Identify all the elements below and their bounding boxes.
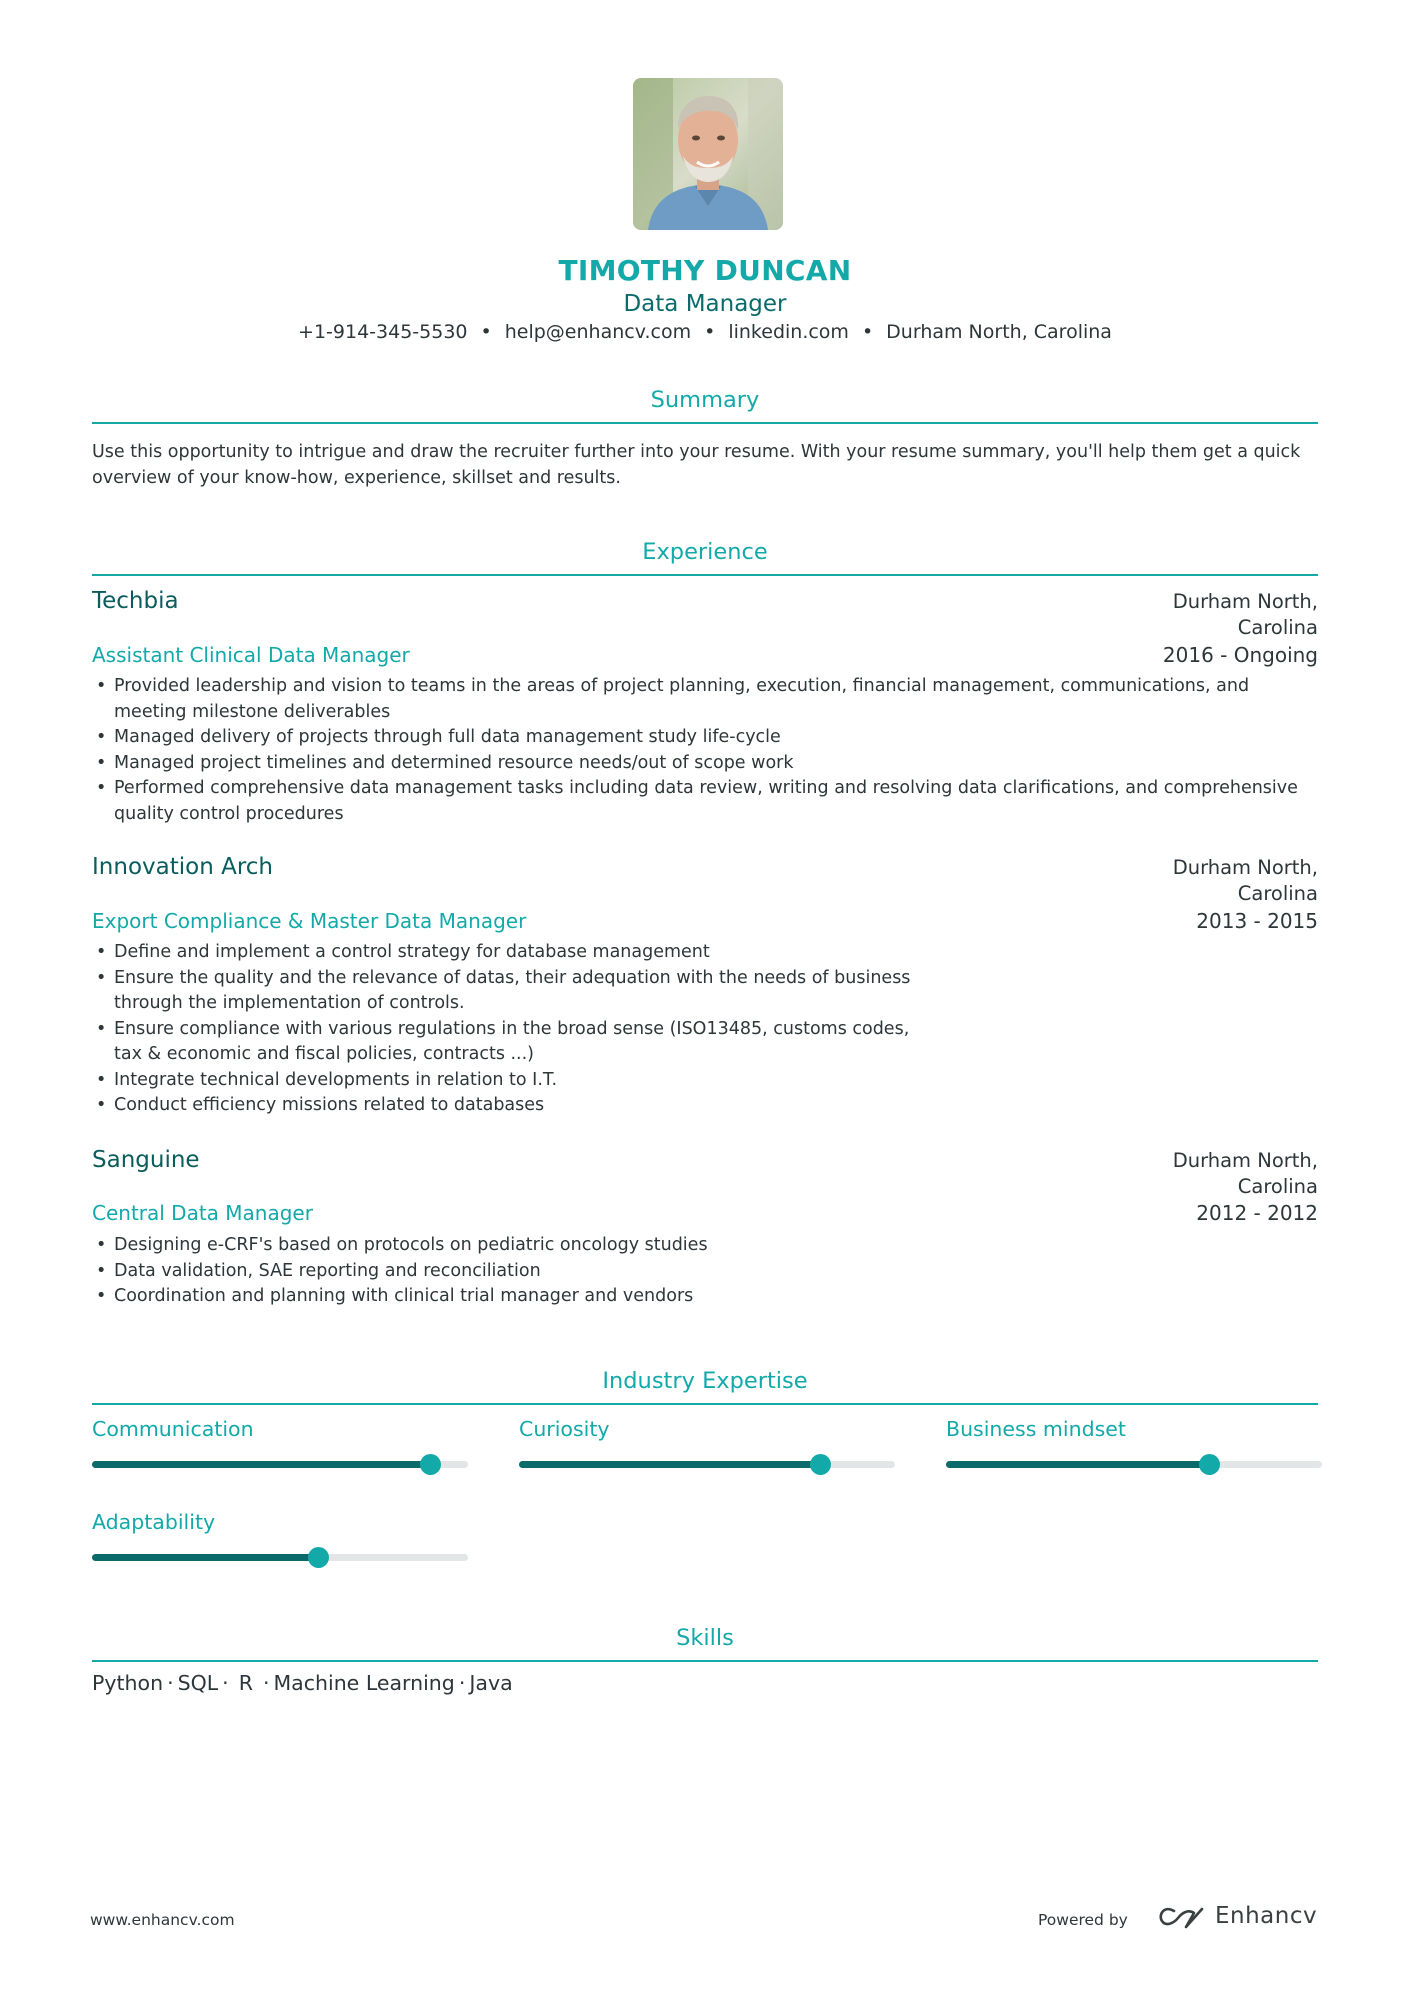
skill-item: Python [92,1671,164,1695]
list-item: • Ensure the quality and the relevance of datas, their adequation with the needs of business through the implementation of controls. [96,966,926,1017]
skills-list [92,1671,513,1695]
job-company: Techbia [92,588,179,614]
contact-separator: • [861,321,874,343]
contact-line [0,321,1410,343]
skill-separator: · [458,1671,466,1695]
avatar [633,78,783,230]
expertise-label: Curiosity [519,1417,610,1441]
section-heading-experience: Experience [642,539,768,565]
expertise-bar [519,1461,895,1468]
list-item: • Provided leadership and vision to teams in the areas of project planning, execution, financial management, communications, and meeting milestone deliverables [96,674,1326,725]
job-position: Assistant Clinical Data Manager [92,643,410,667]
footer-url-link[interactable]: www.enhancv.com [90,1911,235,1929]
list-item: • Conduct efficiency missions related to databases [96,1093,926,1119]
list-item: • Managed project timelines and determined resource needs/out of scope work [96,751,1326,777]
section-heading-expertise: Industry Expertise [602,1368,808,1394]
list-item: • Define and implement a control strategy for database management [96,940,926,966]
job-dates: 2012 - 2012 [1196,1201,1318,1225]
expertise-bar [946,1461,1322,1468]
job-bullets [96,940,926,1119]
section-divider [92,574,1318,576]
job-location [1118,1148,1318,1200]
avatar-photo [633,78,783,230]
contact-separator: • [480,321,492,343]
list-item: • Coordination and planning with clinical trial manager and vendors [96,1284,1326,1310]
job-location-line: Carolina [1237,1175,1318,1198]
job-location-line: Durham North, [1172,856,1318,879]
job-dates: 2016 - Ongoing [1162,643,1318,667]
expertise-bar-fill [92,1554,318,1561]
list-item: • Integrate technical developments in relation to I.T. [96,1068,926,1094]
list-item: • Managed delivery of projects through full data management study life-cycle [96,725,1326,751]
brand-name: Enhancv [1215,1903,1318,1929]
expertise-bar-knob [810,1454,831,1475]
job-location-line: Carolina [1237,616,1318,639]
job-position: Central Data Manager [92,1201,313,1225]
expertise-bar-knob [1199,1454,1220,1475]
expertise-bar-fill [92,1461,430,1468]
section-heading-skills: Skills [676,1625,734,1651]
job-position: Export Compliance & Master Data Manager [92,909,527,933]
expertise-bar [92,1554,468,1561]
section-heading-summary: Summary [650,387,760,413]
enhancv-logo-icon [1156,1903,1206,1933]
job-dates: 2013 - 2015 [1196,909,1318,933]
job-bullets [96,674,1326,827]
list-item: • Data validation, SAE reporting and reconciliation [96,1259,1326,1285]
section-divider [92,1403,1318,1405]
candidate-name: TIMOTHY DUNCAN [558,254,852,287]
expertise-bar [92,1461,468,1468]
job-location-line: Durham North, [1172,590,1318,613]
phone-text[interactable]: +1-914-345-5530 [298,321,468,343]
job-company: Innovation Arch [92,854,273,880]
skill-separator: · [262,1671,270,1695]
location-text: Durham North, Carolina [886,321,1112,343]
expertise-bar-knob [420,1454,441,1475]
contact-separator: • [704,321,716,343]
skill-item: SQL [177,1671,219,1695]
list-item: • Performed comprehensive data management tasks including data review, writing and resolving data clarifications, and comprehensive quality control procedures [96,776,1326,827]
list-item: • Ensure compliance with various regulations in the broad sense (ISO13485, customs codes, tax & economic and fiscal policies, contracts ...) [96,1017,926,1068]
skill-separator: · [222,1671,229,1695]
skill-item: R [238,1671,253,1695]
list-item: • Designing e-CRF's based on protocols on pediatric oncology studies [96,1233,1326,1259]
job-location-line: Durham North, [1172,1149,1318,1172]
section-divider [92,422,1318,424]
skill-item: Java [469,1671,513,1695]
email-link[interactable]: help@enhancv.com [504,321,692,343]
expertise-label: Business mindset [946,1417,1126,1441]
linkedin-link[interactable]: linkedin.com [728,321,849,343]
job-location [1118,589,1318,641]
expertise-label: Communication [92,1417,254,1441]
section-divider [92,1660,1318,1662]
expertise-bar-knob [308,1547,329,1568]
summary-text: Use this opportunity to intrigue and draw the recruiter further into your resume. With your resume summary, you'll help them get a quick overview of your know-how, experience, skillset and results. [92,442,1301,488]
expertise-bar-fill [519,1461,820,1468]
skill-item: Machine Learning [273,1671,455,1695]
job-company: Sanguine [92,1147,200,1173]
job-location [1118,855,1318,907]
job-bullets [96,1233,1326,1310]
expertise-label: Adaptability [92,1510,216,1534]
job-location-line: Carolina [1237,882,1318,905]
powered-by-label: Powered by [1038,1911,1128,1929]
candidate-title: Data Manager [623,291,787,317]
skill-separator: · [167,1671,174,1695]
expertise-bar-fill [946,1461,1209,1468]
